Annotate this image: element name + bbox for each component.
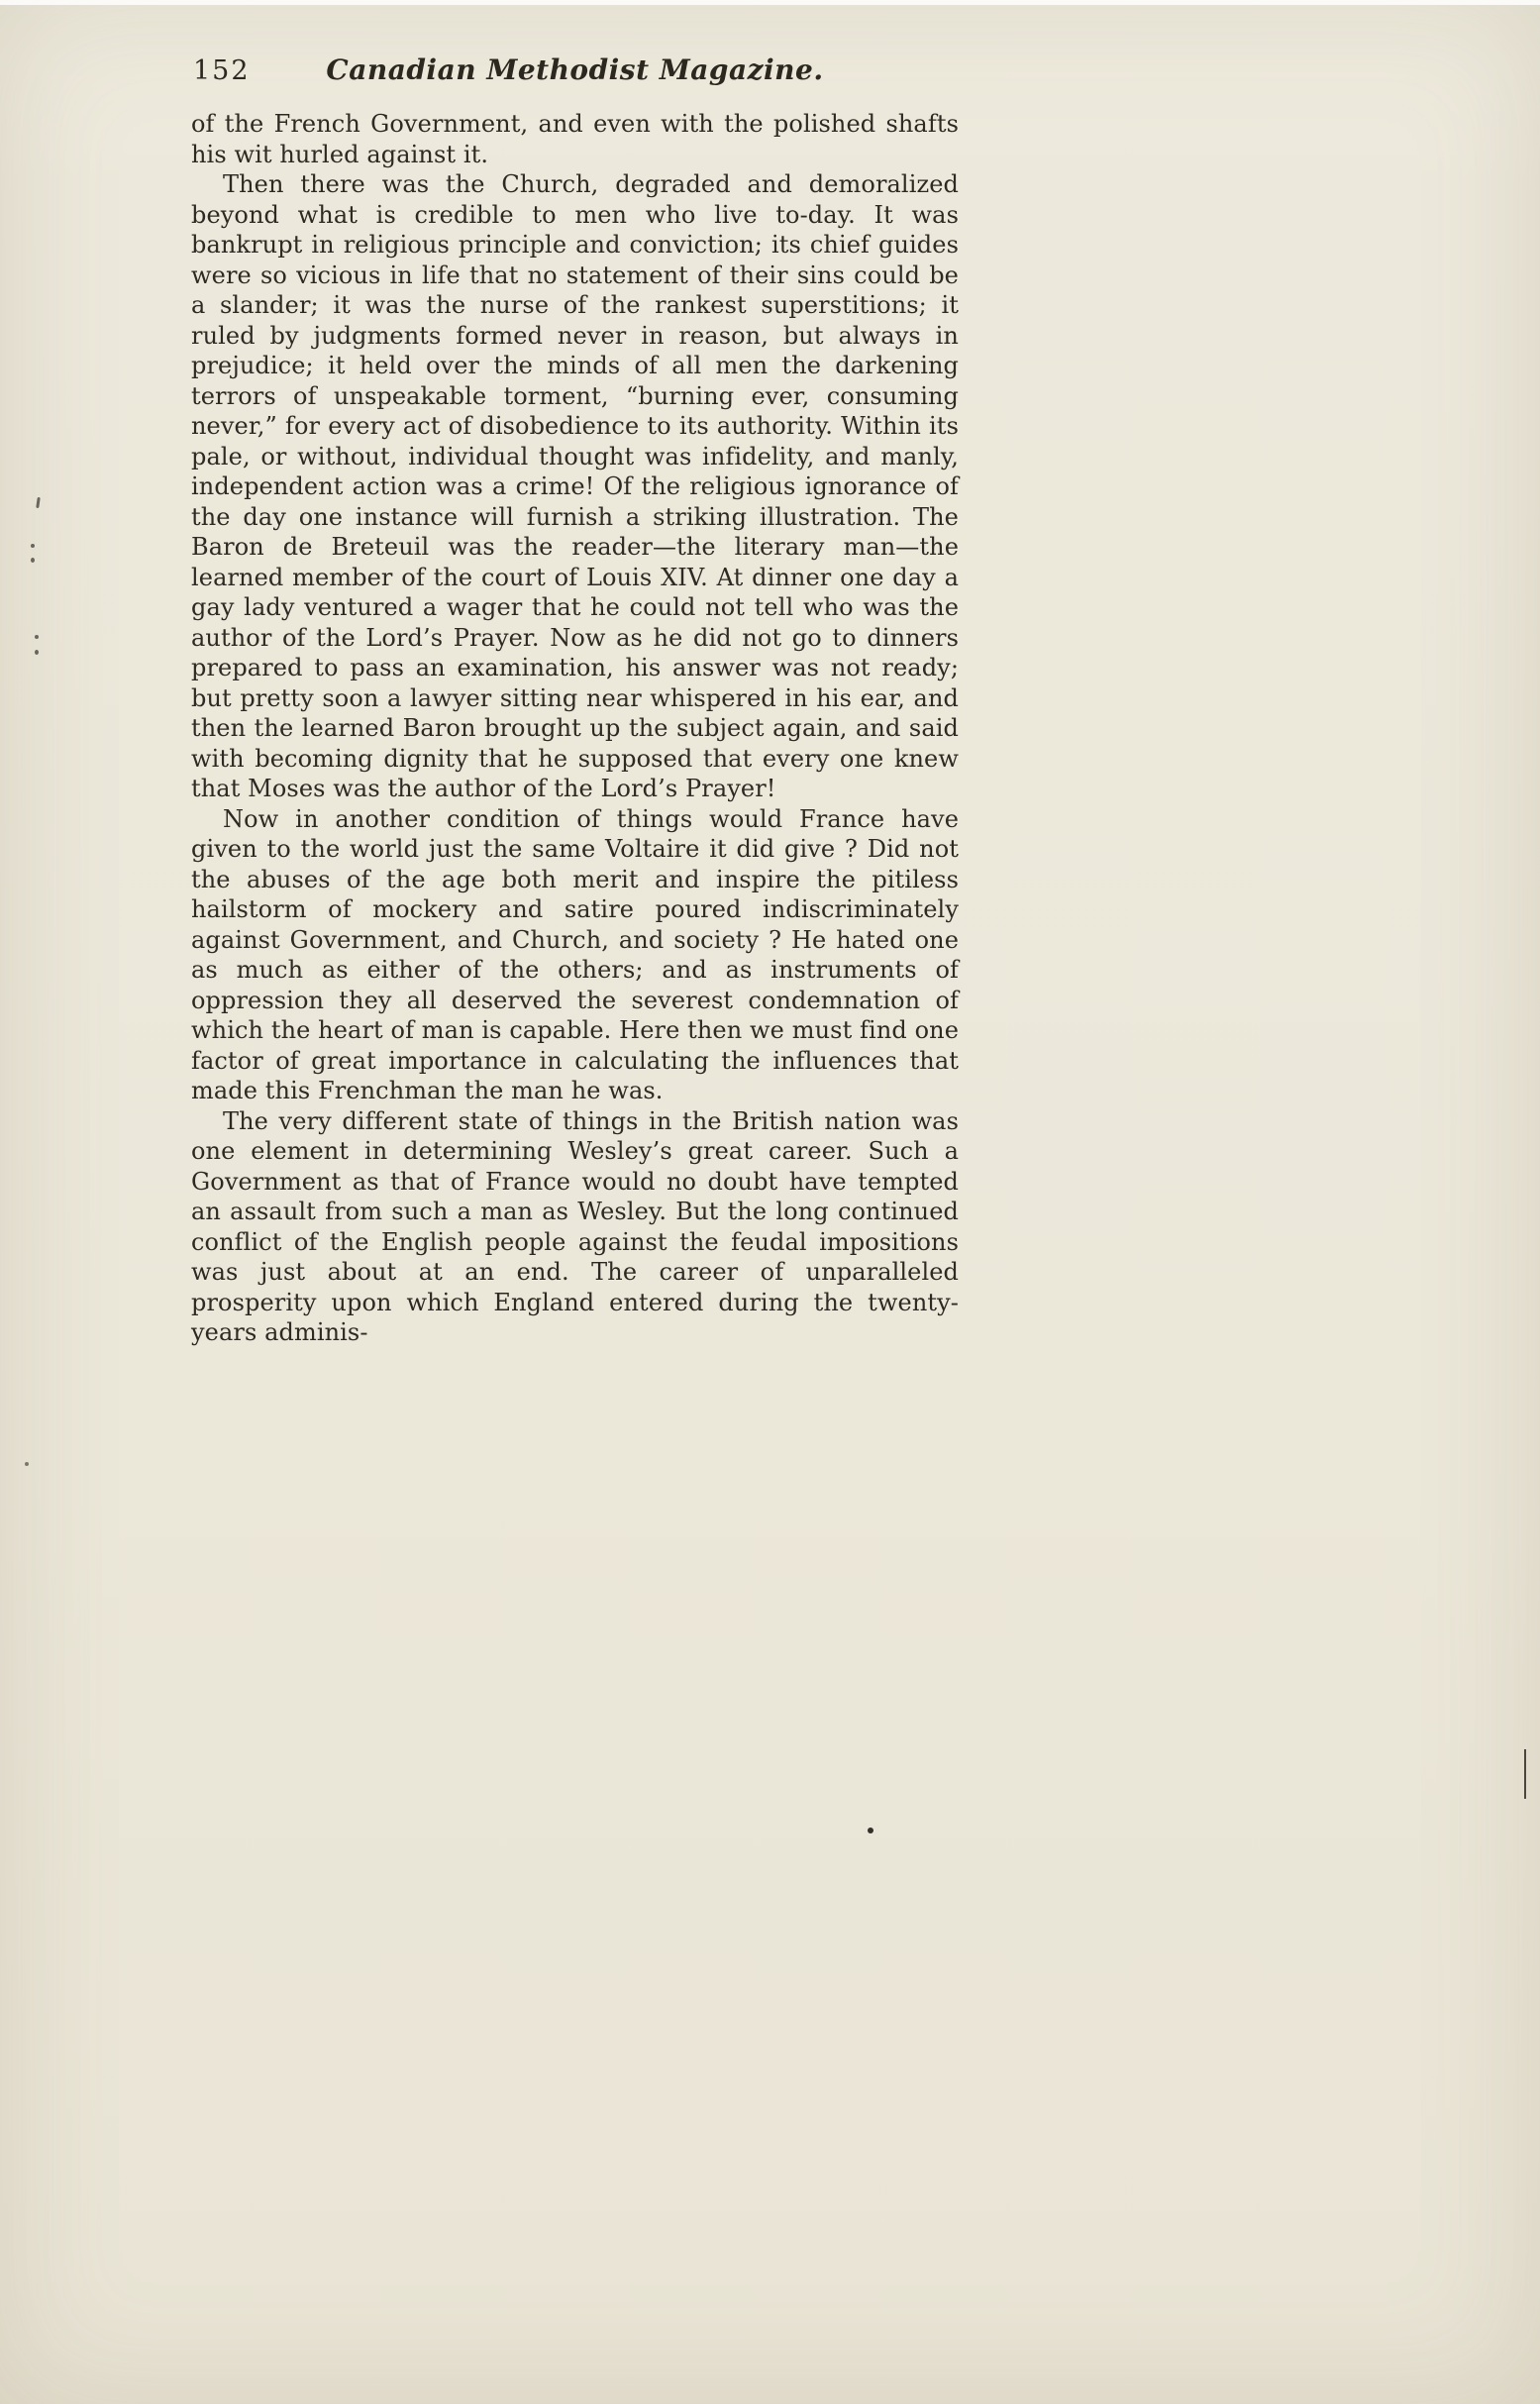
scan-artifact-margin-dot — [31, 558, 35, 563]
scan-artifact-margin-dot — [25, 1462, 29, 1466]
scan-artifact-edge-line — [1524, 1749, 1526, 1799]
paragraph-4: The very different state of things in the British nation was one element in determining Wesley’s great career. Such a Government as that of France would no doubt have tempted an assault from such a man as Wesley. But the long continued conflict of the English people against the feudal impositions was just about at an end. The career of unparalleled prosperity upon which England entered during the twenty-years adminis- — [191, 1106, 959, 1346]
page-body — [191, 109, 959, 1348]
scan-artifact-margin-dot — [35, 650, 39, 655]
scan-artifact-margin-tick — [36, 497, 41, 508]
page-number: 152 — [193, 55, 251, 86]
paragraph-3: Now in another condition of things would France have given to the world just the same Voltaire it did give ? Did not the abuses of the age both merit and inspire the pitiless hailstorm of mockery and satire poured indiscriminately against Government, and Church, and society ? He hated one as much as either of the others; and as instruments of oppression they all deserved the severest condemnation of which the heart of man is capable. Here then we must find one factor of great importance in calculating the influences that made this Frenchman the man he was. — [191, 804, 959, 1104]
paragraph-1: of the French Government, and even with the polished shafts his wit hurled against it. — [191, 110, 959, 168]
page-header — [191, 53, 959, 95]
scan-artifact-ink-spot — [868, 1828, 873, 1833]
scan-top-edge — [0, 0, 1540, 5]
scan-artifact-margin-dot — [35, 635, 39, 639]
scan-artifact-margin-dot — [31, 544, 35, 548]
paragraph-2: Then there was the Church, degraded and demoralized beyond what is credible to men who live to-day. It was bankrupt in religious principle and conviction; its chief guides were so vicious in life that no statement of their sins could be a slander; it was the nurse of the rankest superstitions; it ruled by judgments formed never in reason, but always in prejudice; it held over the minds of all men the darkening terrors of unspeakable torment, “burning ever, consuming never,” for every act of disobedience to its authority. Within its pale, or without, individual thought was infidelity, and manly, independent action was a crime! Of the religious ignorance of the day one instance will furnish a striking illustration. The Baron de Breteuil was the reader—the literary man—the learned member of the court of Louis XIV. At dinner one day a gay lady ventured a wager that he could not tell who was the author of the Lord’s Prayer. Now as he did not go to dinners prepared to pass an examination, his answer was not ready; but pretty soon a lawyer sitting near whispered in his ear, and then the learned Baron brought up the subject again, and said with becoming dignity that he supposed that every one knew that Moses was the author of the Lord’s Prayer! — [191, 170, 959, 802]
running-title: Canadian Methodist Magazine. — [326, 53, 824, 86]
